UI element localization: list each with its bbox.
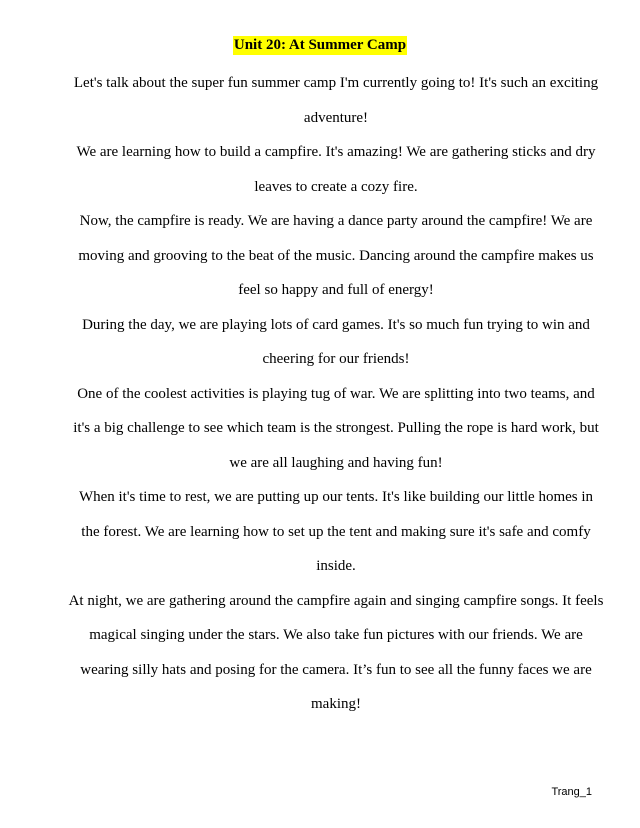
paragraph-dance-party: Now, the campfire is ready. We are having a dance party around the campfire! We are moving and grooving to the beat of the music. Dancing around the campfire makes us feel so happy and full of energy! — [78, 213, 594, 298]
title-container — [0, 36, 640, 55]
paragraph-tug-of-war: One of the coolest activities is playing tug of war. We are splitting into two teams, and it's a big challenge to see which team is the strongest. Pulling the rope is hard work, but we are all laughing and having fun! — [73, 385, 599, 471]
paragraph-campfire: We are learning how to build a campfire. It's amazing! We are gathering sticks and dry leaves to create a cozy fire. — [76, 144, 596, 195]
paragraph-card-games: During the day, we are playing lots of card games. It's so much fun trying to win and cheering for our friends! — [82, 316, 590, 367]
paragraph-night: At night, we are gathering around the campfire again and singing campfire songs. It feels magical singing under the stars. We also take fun pictures with our friends. We are wearing silly hats and posing for the camera. It’s fun to see all the funny faces we are making! — [68, 592, 604, 712]
page-footer: Trang_1 — [551, 786, 592, 798]
paragraph-intro: Let's talk about the super fun summer camp I'm currently going to! It's such an exciting adventure! — [73, 75, 599, 126]
paragraph-tents: When it's time to rest, we are putting up our tents. It's like building our little homes in the forest. We are learning how to set up the tent and making sure it's safe and comfy inside. — [78, 489, 594, 574]
body-text — [68, 66, 604, 722]
page-title: Unit 20: At Summer Camp — [233, 37, 407, 53]
